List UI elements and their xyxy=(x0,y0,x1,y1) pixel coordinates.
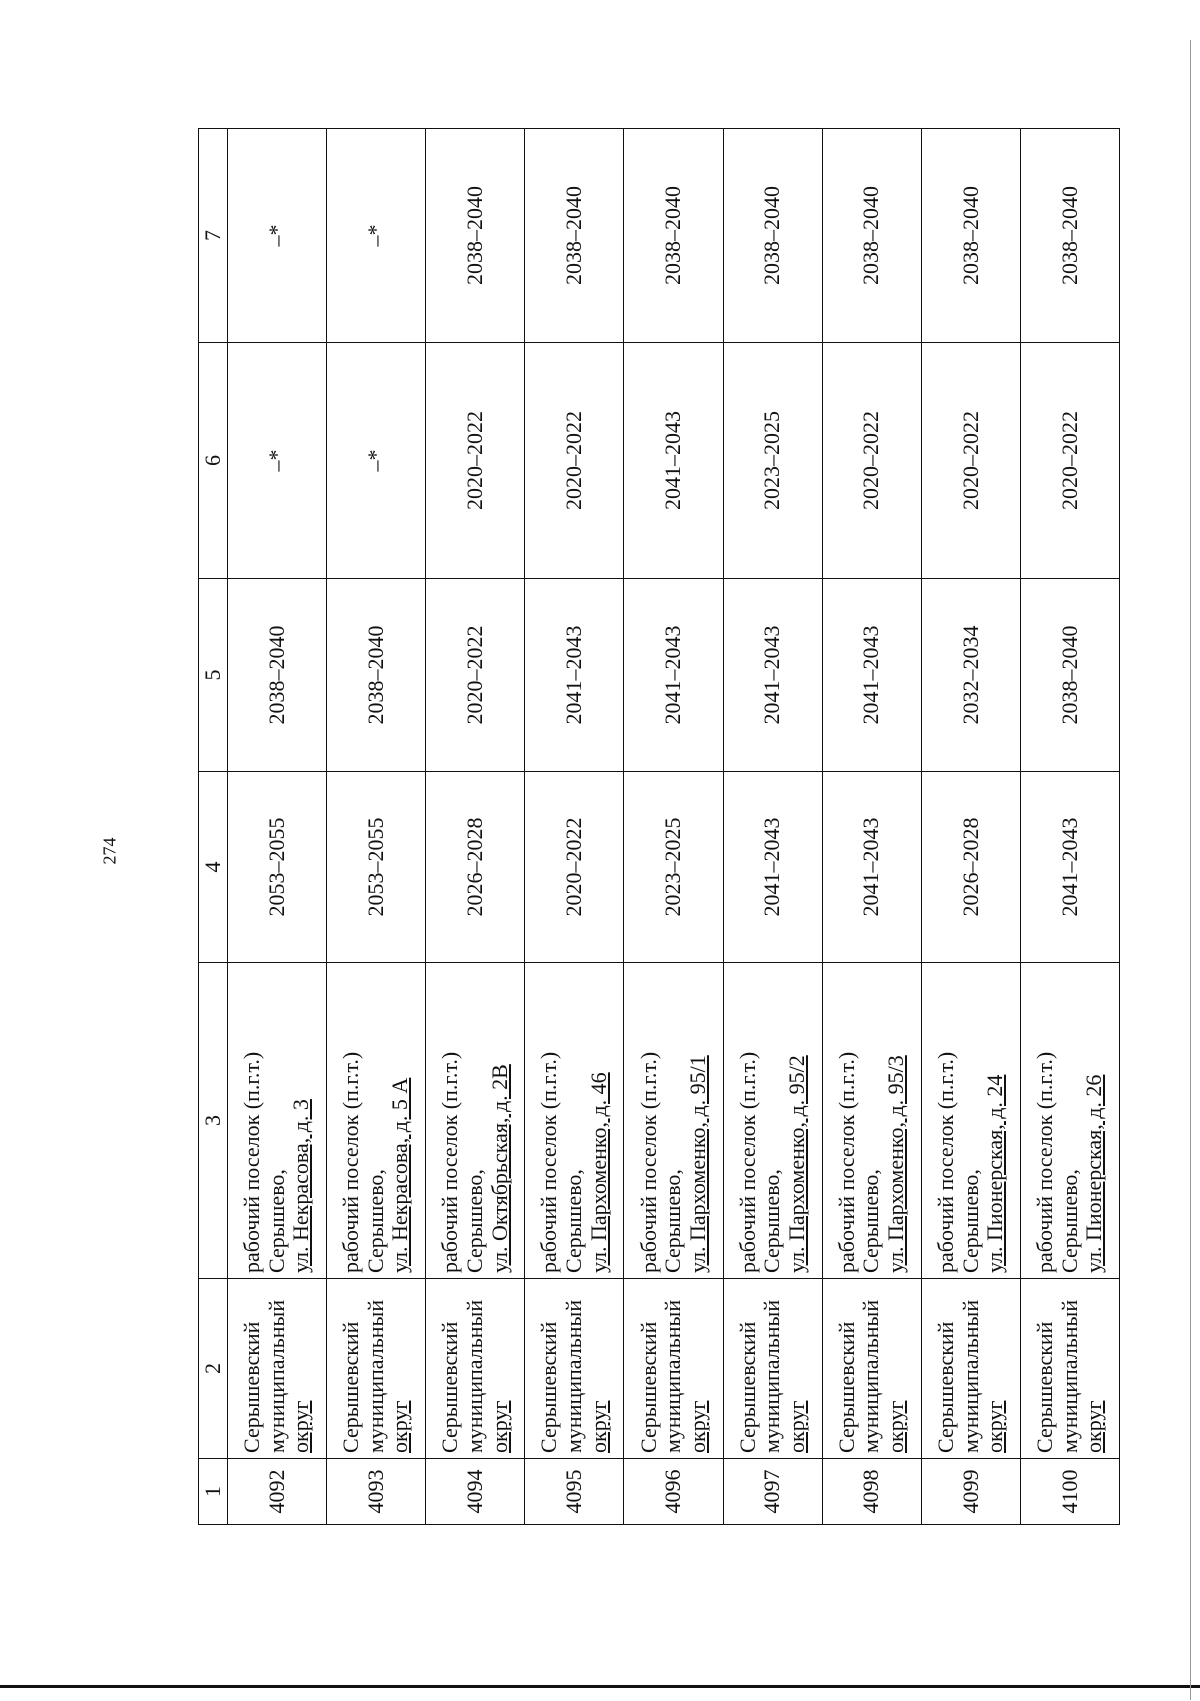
period-value: 2032–2034 xyxy=(957,625,983,725)
row-number: 4092 xyxy=(263,1469,289,1514)
table-container xyxy=(198,129,1120,1525)
period-cell-5 xyxy=(624,579,723,772)
period-value: 2041–2043 xyxy=(1056,817,1082,917)
district-line: округ xyxy=(585,1400,611,1453)
period-cell-6 xyxy=(921,343,1020,579)
period-value: 2020–2022 xyxy=(858,411,884,510)
column-header-3: 3 xyxy=(199,963,228,1279)
table-row xyxy=(426,129,525,1525)
period-value: 2038–2040 xyxy=(561,186,587,285)
address-line: Серышево, xyxy=(660,1169,686,1273)
table-row xyxy=(525,129,624,1525)
district-cell xyxy=(228,1279,327,1459)
period-value: 2038–2040 xyxy=(1056,625,1082,725)
address-line: рабочий поселок (п.г.т.) xyxy=(734,1051,760,1273)
table-row xyxy=(822,129,921,1525)
address-line: рабочий поселок (п.г.т.) xyxy=(833,1051,859,1273)
period-cell-5 xyxy=(921,579,1020,772)
district-line: муниципальный xyxy=(561,1299,587,1453)
period-value: 2041–2043 xyxy=(858,625,884,725)
period-value: 2020–2022 xyxy=(561,817,587,917)
district-line: округ xyxy=(288,1400,314,1453)
row-number: 4097 xyxy=(759,1469,785,1514)
period-value: 2038–2040 xyxy=(957,186,983,285)
row-number: 4099 xyxy=(957,1469,983,1514)
bottom-edge-rule xyxy=(0,1685,1200,1688)
period-cell-6 xyxy=(426,343,525,579)
period-value: 2041–2043 xyxy=(759,817,785,917)
district-line: округ xyxy=(1081,1400,1107,1453)
period-cell-7 xyxy=(624,129,723,343)
table-row xyxy=(228,129,327,1525)
period-cell-4 xyxy=(228,772,327,963)
column-header-7: 7 xyxy=(199,129,228,343)
row-number: 4096 xyxy=(660,1469,686,1514)
column-header-1: 1 xyxy=(199,1459,228,1525)
period-value: 2020–2022 xyxy=(461,625,487,725)
address-line: ул. Пархоменко, д. 46 xyxy=(585,1072,611,1273)
district-line: муниципальный xyxy=(461,1299,487,1453)
period-value: 2026–2028 xyxy=(957,817,983,917)
period-value: 2053–2055 xyxy=(362,817,388,917)
period-cell-6 xyxy=(822,343,921,579)
period-value: 2026–2028 xyxy=(461,817,487,917)
period-cell-4 xyxy=(1020,772,1119,963)
address-cell xyxy=(1020,963,1119,1279)
period-value: 2038–2040 xyxy=(858,186,884,285)
period-value: 2038–2040 xyxy=(362,625,388,725)
period-cell-4 xyxy=(327,772,426,963)
column-header-5: 5 xyxy=(199,579,228,772)
district-line: муниципальный xyxy=(362,1299,388,1453)
header-row xyxy=(199,129,228,1525)
period-cell-7 xyxy=(723,129,822,343)
district-cell xyxy=(525,1279,624,1459)
period-cell-6 xyxy=(228,343,327,579)
period-cell-7 xyxy=(327,129,426,343)
period-cell-5 xyxy=(525,579,624,772)
address-line: рабочий поселок (п.г.т.) xyxy=(437,1051,463,1273)
period-value: 2041–2043 xyxy=(858,817,884,917)
district-cell xyxy=(327,1279,426,1459)
district-cell xyxy=(921,1279,1020,1459)
table-row xyxy=(1020,129,1119,1525)
district-cell xyxy=(822,1279,921,1459)
period-cell-7 xyxy=(822,129,921,343)
column-header-6: 6 xyxy=(199,343,228,579)
period-value: 2041–2043 xyxy=(660,625,686,725)
district-line: муниципальный xyxy=(858,1299,884,1453)
address-cell xyxy=(525,963,624,1279)
table-row xyxy=(921,129,1020,1525)
row-number-cell xyxy=(822,1459,921,1525)
district-line: Серышевский xyxy=(239,1321,265,1453)
table-row xyxy=(327,129,426,1525)
period-cell-6 xyxy=(723,343,822,579)
district-line: муниципальный xyxy=(759,1299,785,1453)
address-line: рабочий поселок (п.г.т.) xyxy=(338,1051,364,1273)
period-cell-5 xyxy=(1020,579,1119,772)
period-cell-6 xyxy=(624,343,723,579)
rotated-table-frame xyxy=(198,129,1120,1525)
address-cell xyxy=(921,963,1020,1279)
period-cell-7 xyxy=(228,129,327,343)
period-cell-7 xyxy=(426,129,525,343)
address-line: ул. Пархоменко, д. 95/3 xyxy=(883,1055,909,1273)
address-line: ул. Пархоменко, д. 95/2 xyxy=(783,1055,809,1273)
column-header-4: 4 xyxy=(199,772,228,963)
address-line: рабочий поселок (п.г.т.) xyxy=(1032,1051,1057,1273)
period-value: 2038–2040 xyxy=(461,186,487,285)
district-cell xyxy=(1020,1279,1119,1459)
period-value: 2038–2040 xyxy=(759,186,785,285)
address-line: Серышево, xyxy=(957,1169,983,1273)
period-cell-4 xyxy=(723,772,822,963)
period-cell-5 xyxy=(822,579,921,772)
address-line: Серышево, xyxy=(263,1169,289,1273)
district-line: Серышевский xyxy=(536,1321,562,1453)
address-line: ул. Пионерская, д. 24 xyxy=(982,1074,1008,1273)
period-value: 2020–2022 xyxy=(461,411,487,510)
row-number-cell xyxy=(426,1459,525,1525)
row-number-cell xyxy=(327,1459,426,1525)
address-line: Серышево, xyxy=(461,1169,487,1273)
district-line: округ xyxy=(883,1400,909,1453)
row-number: 4098 xyxy=(858,1469,884,1514)
district-line: округ xyxy=(684,1400,710,1453)
period-cell-6 xyxy=(327,343,426,579)
district-line: Серышевский xyxy=(635,1321,661,1453)
table-row xyxy=(624,129,723,1525)
address-line: Серышево, xyxy=(362,1169,388,1273)
address-line: ул. Пионерская, д. 26 xyxy=(1081,1074,1107,1273)
period-cell-7 xyxy=(921,129,1020,343)
period-value: 2020–2022 xyxy=(957,411,983,510)
district-line: Серышевский xyxy=(338,1321,364,1453)
district-cell xyxy=(624,1279,723,1459)
period-cell-6 xyxy=(525,343,624,579)
period-value: 2038–2040 xyxy=(660,186,686,285)
period-value: 2041–2043 xyxy=(660,411,686,510)
district-line: округ xyxy=(486,1400,512,1453)
row-number: 4100 xyxy=(1056,1469,1082,1514)
district-line: муниципальный xyxy=(660,1299,686,1453)
period-value: 2023–2025 xyxy=(660,817,686,917)
address-cell xyxy=(624,963,723,1279)
period-value: 2020–2022 xyxy=(1056,411,1082,510)
district-line: муниципальный xyxy=(1056,1299,1082,1453)
district-line: округ xyxy=(783,1400,809,1453)
period-cell-6 xyxy=(1020,343,1119,579)
address-line: Серышево, xyxy=(759,1169,785,1273)
right-edge-rule xyxy=(1190,40,1191,1700)
column-header-2: 2 xyxy=(199,1279,228,1459)
page-number: 274 xyxy=(99,837,120,865)
period-cell-4 xyxy=(624,772,723,963)
period-cell-4 xyxy=(525,772,624,963)
address-line: Серышево, xyxy=(561,1169,587,1273)
address-line: ул. Некрасова, д. 5 А xyxy=(387,1077,413,1273)
address-line: рабочий поселок (п.г.т.) xyxy=(239,1051,265,1273)
address-line: рабочий поселок (п.г.т.) xyxy=(932,1051,958,1273)
period-value: 2020–2022 xyxy=(561,411,587,510)
district-line: муниципальный xyxy=(263,1299,289,1453)
period-cell-7 xyxy=(525,129,624,343)
district-line: Серышевский xyxy=(437,1321,463,1453)
address-line: ул. Пархоменко, д. 95/1 xyxy=(684,1055,710,1273)
period-value: 2038–2040 xyxy=(263,625,289,725)
row-number-cell xyxy=(525,1459,624,1525)
address-line: ул. Некрасова, д. 3 xyxy=(288,1099,314,1273)
row-number-cell xyxy=(624,1459,723,1525)
district-line: муниципальный xyxy=(957,1299,983,1453)
period-cell-4 xyxy=(921,772,1020,963)
row-number-cell xyxy=(1020,1459,1119,1525)
period-cell-5 xyxy=(723,579,822,772)
row-number: 4094 xyxy=(461,1469,487,1514)
address-cell xyxy=(723,963,822,1279)
period-value: 2041–2043 xyxy=(759,625,785,725)
row-number-cell xyxy=(228,1459,327,1525)
period-value: 2053–2055 xyxy=(263,817,289,917)
district-line: Серышевский xyxy=(833,1321,859,1453)
address-cell xyxy=(426,963,525,1279)
address-cell xyxy=(228,963,327,1279)
district-line: округ xyxy=(387,1400,413,1453)
district-cell xyxy=(723,1279,822,1459)
district-line: Серышевский xyxy=(932,1321,958,1453)
period-value: –* xyxy=(362,224,388,247)
period-cell-7 xyxy=(1020,129,1119,343)
period-value: 2041–2043 xyxy=(561,625,587,725)
district-cell xyxy=(426,1279,525,1459)
period-value: 2038–2040 xyxy=(1056,186,1082,285)
district-line: Серышевский xyxy=(1032,1321,1057,1453)
address-line: Серышево, xyxy=(1056,1169,1082,1273)
row-number-cell xyxy=(723,1459,822,1525)
table-body xyxy=(228,129,1120,1525)
address-line: Серышево, xyxy=(858,1169,884,1273)
period-value: –* xyxy=(362,449,388,472)
address-line: рабочий поселок (п.г.т.) xyxy=(635,1051,661,1273)
period-value: 2023–2025 xyxy=(759,411,785,510)
period-cell-5 xyxy=(228,579,327,772)
period-value: –* xyxy=(263,449,289,472)
period-cell-5 xyxy=(426,579,525,772)
district-line: округ xyxy=(982,1400,1008,1453)
row-number: 4095 xyxy=(561,1469,587,1514)
row-number: 4093 xyxy=(362,1469,388,1514)
address-cell xyxy=(822,963,921,1279)
period-value: –* xyxy=(263,224,289,247)
period-cell-5 xyxy=(327,579,426,772)
row-number-cell xyxy=(921,1459,1020,1525)
address-cell xyxy=(327,963,426,1279)
address-line: ул. Октябрьская, д. 2В xyxy=(486,1064,512,1273)
period-cell-4 xyxy=(426,772,525,963)
address-line: рабочий поселок (п.г.т.) xyxy=(536,1051,562,1273)
period-cell-4 xyxy=(822,772,921,963)
table-row xyxy=(723,129,822,1525)
district-line: Серышевский xyxy=(734,1321,760,1453)
schedule-table xyxy=(198,128,1120,1525)
